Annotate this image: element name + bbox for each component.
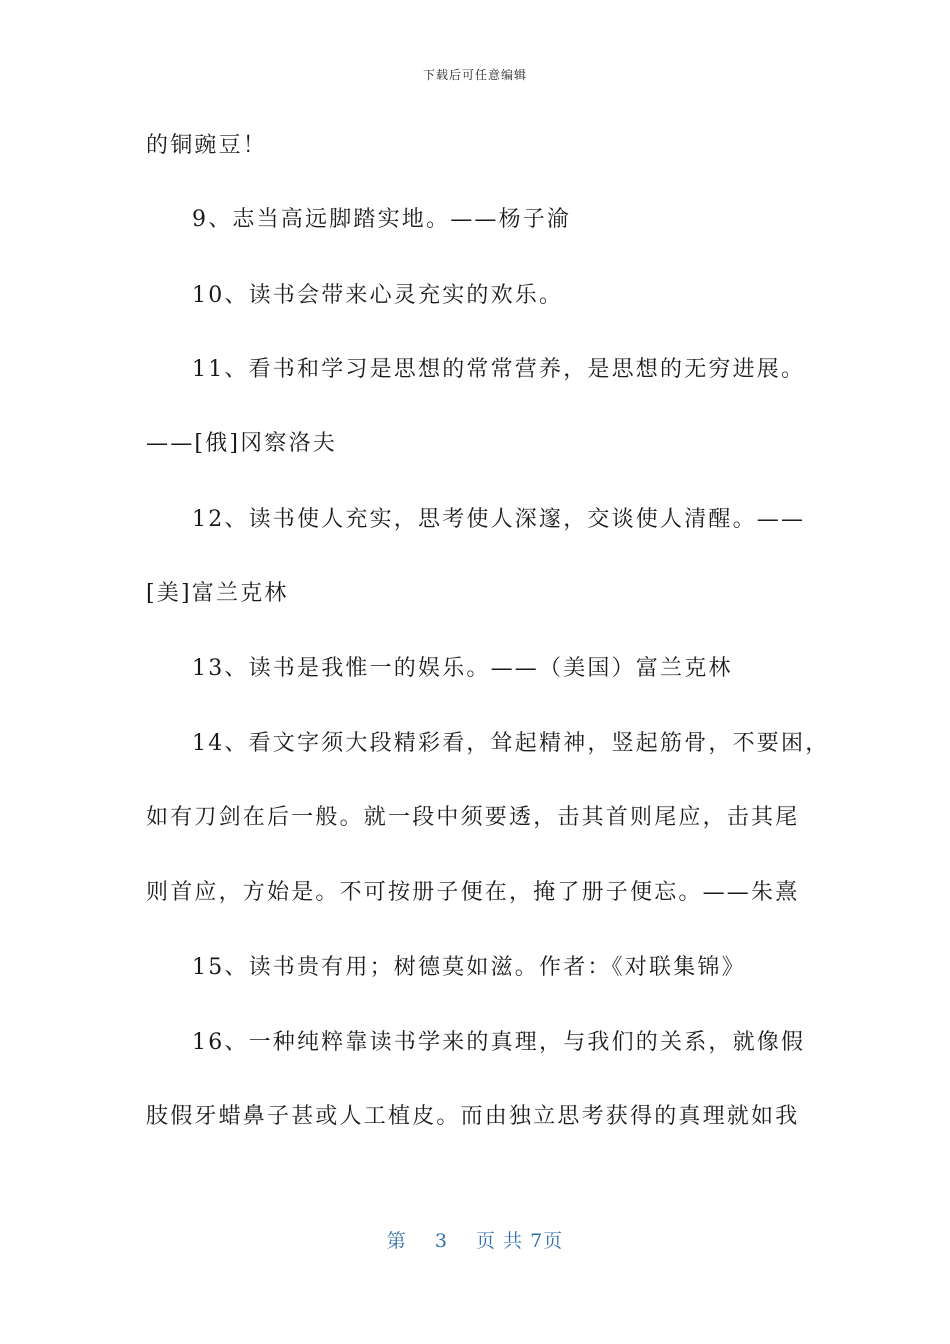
text-line: 15、读书贵有用；树德莫如滋。作者：《对联集锦》 bbox=[192, 955, 746, 980]
footer-middle: 页 共 bbox=[476, 1230, 524, 1252]
text-line: 12、读书使人充实，思考使人深邃，交谈使人清醒。—— bbox=[192, 507, 806, 532]
page-header: 下载后可任意编辑 bbox=[422, 68, 527, 82]
text-line: [美]富兰克林 bbox=[146, 581, 289, 606]
footer-page-number: 3 bbox=[434, 1230, 448, 1252]
text-line: 9、志当高远脚踏实地。——杨子渝 bbox=[192, 207, 572, 232]
text-line: 14、看文字须大段精彩看，耸起精神，竖起筋骨，不要困， bbox=[192, 731, 830, 756]
text-line: 则首应，方始是。不可按册子便在，掩了册子便忘。——朱熹 bbox=[146, 880, 800, 905]
text-line: 肢假牙蜡鼻子甚或人工植皮。而由独立思考获得的真理就如我 bbox=[146, 1104, 800, 1129]
footer-prefix: 第 bbox=[386, 1230, 407, 1252]
text-line: 如有刀剑在后一般。就一段中须要透，击其首则尾应，击其尾 bbox=[146, 805, 800, 830]
text-line: 11、看书和学习是思想的常常营养，是思想的无穷进展。 bbox=[192, 357, 806, 382]
text-line: 的铜豌豆！ bbox=[146, 133, 268, 158]
text-line: 10、读书会带来心灵充实的欢乐。 bbox=[192, 283, 564, 308]
page-footer bbox=[0, 1226, 950, 1253]
text-line: 16、一种纯粹靠读书学来的真理，与我们的关系，就像假 bbox=[192, 1030, 806, 1055]
text-line: ——[俄]冈察洛夫 bbox=[146, 431, 337, 456]
footer-total-pages: 7页 bbox=[530, 1230, 564, 1252]
text-line: 13、读书是我惟一的娱乐。——（美国）富兰克林 bbox=[192, 656, 733, 681]
